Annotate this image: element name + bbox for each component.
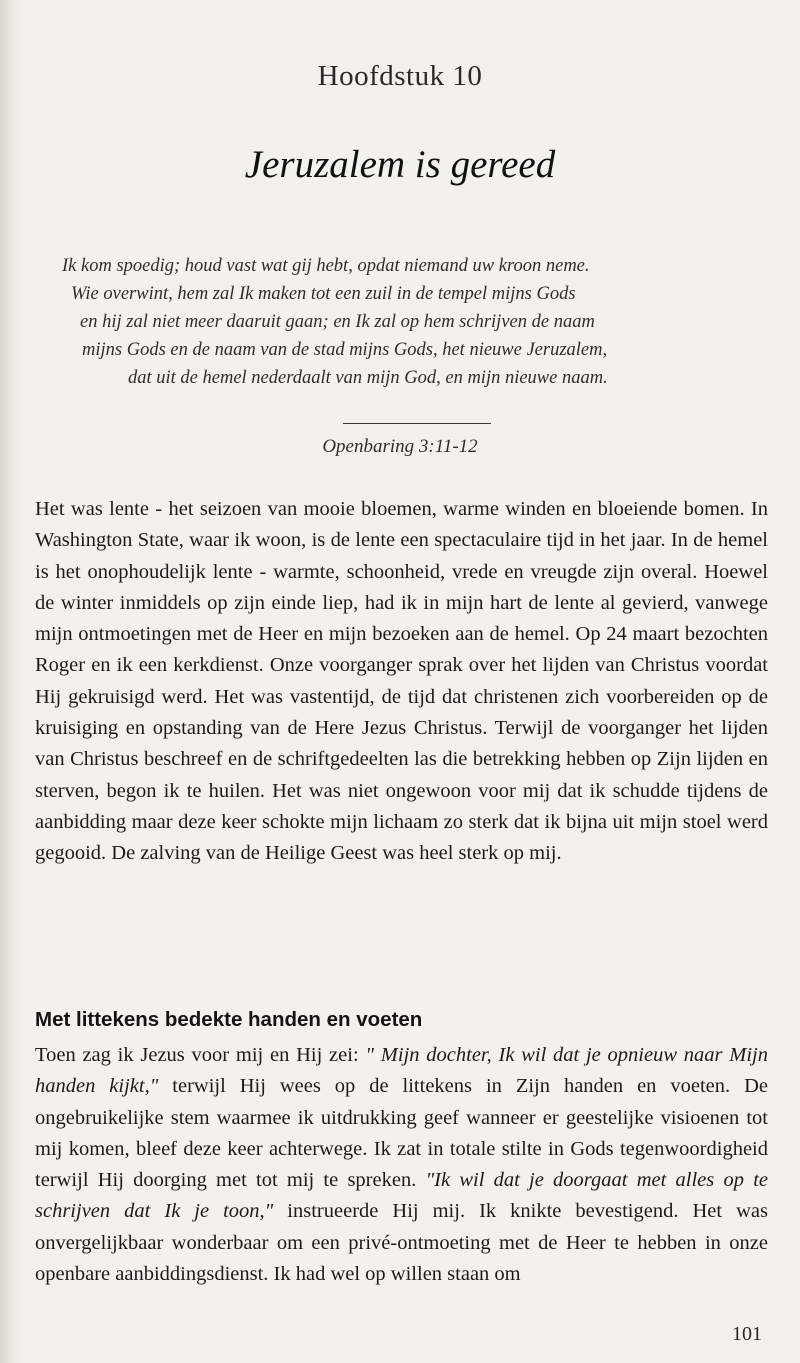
citation-divider (343, 423, 491, 424)
chapter-label: Hoofdstuk 10 (317, 60, 483, 92)
epigraph-line: en hij zal niet meer daaruit gaan; en Ik zal op hem schrijven de naam (80, 312, 595, 332)
paragraph-2-text: terwijl Hij wees op de littekens in Zijn handen en voeten. De ongebruikelijke stem waarmee ik uitdrukking geef wanneer er geestelijke visioenen tot mij komen, bleef deze keer achterwege. Ik zat in totale stilte in Gods tegenwoordigheid terwijl Hij doorging met tot mij te spreken. (35, 1075, 769, 1192)
epigraph-line: mijns Gods en de naam van de stad mijns Gods, het nieuwe Jeruzalem, (82, 340, 608, 360)
chapter-title: Jeruzalem is gereed (244, 143, 556, 186)
paragraph-2-text: Toen zag ik Jezus voor mij en Hij zei: (35, 1044, 366, 1066)
paragraph-2 (35, 1040, 768, 1290)
body-text-section (35, 1040, 768, 1290)
epigraph-line: Wie overwint, hem zal Ik maken tot een zuil in de tempel mijns Gods (71, 284, 576, 304)
jesus-quote: "Ik wil dat je doorgaat met alles op te schrijven dat Ik je toon," (35, 1169, 768, 1223)
body-text (35, 494, 768, 870)
epigraph-citation: Openbaring 3:11-12 (322, 436, 478, 457)
epigraph-line: Ik kom spoedig; houd vast wat gij hebt, opdat niemand uw kroon neme. (62, 256, 590, 276)
epigraph (60, 252, 740, 392)
paragraph-2-text: instrueerde Hij mij. Ik knikte bevestigend. Het was onvergelijkbaar wonderbaar om een privé-ontmoeting met de Heer te hebben in onze openbare aanbiddingsdienst. Ik had wel op willen staan om (35, 1200, 768, 1286)
epigraph-line: dat uit de hemel nederdaalt van mijn God, en mijn nieuwe naam. (128, 368, 608, 388)
paragraph-1: Het was lente - het seizoen van mooie bloemen, warme winden en bloeiende bomen. In Washington State, waar ik woon, is de lente een spectaculaire tijd in het jaar. In de hemel is het onophoudelijk lente - warmte, schoonheid, vrede en vreugde zijn overal. Hoewel de winter inmiddels op zijn einde liep, had ik in mijn hart de lente al gevierd, vanwege mijn ontmoetingen met de Heer en mijn bezoeken aan de hemel. Op 24 maart bezochten Roger en ik een kerkdienst. Onze voorganger sprak over het lijden van Christus voordat Hij gekruisigd werd. Het was vastentijd, de tijd dat christenen zich voorbereiden op de kruisiging en opstanding van de Here Jezus Christus. Terwijl de voorganger het lijden van Christus beschreef en de schriftgedeelten las die betrekking hebben op Zijn lijden en sterven, begon ik te huilen. Het was niet ongewoon voor mij dat ik schudde tijdens de aanbidding maar deze keer schokte mijn lichaam zo sterk dat ik bijna uit mijn stoel werd gegooid. De zalving van de Heilige Geest was heel sterk op mij. (35, 498, 768, 865)
page-gutter-shadow (0, 0, 22, 1363)
jesus-quote: " Mijn dochter, Ik wil dat je opnieuw naar Mijn handen kijkt," (35, 1044, 768, 1098)
section-heading: Met littekens bedekte handen en voeten (35, 1008, 423, 1031)
page-number: 101 (732, 1323, 762, 1345)
